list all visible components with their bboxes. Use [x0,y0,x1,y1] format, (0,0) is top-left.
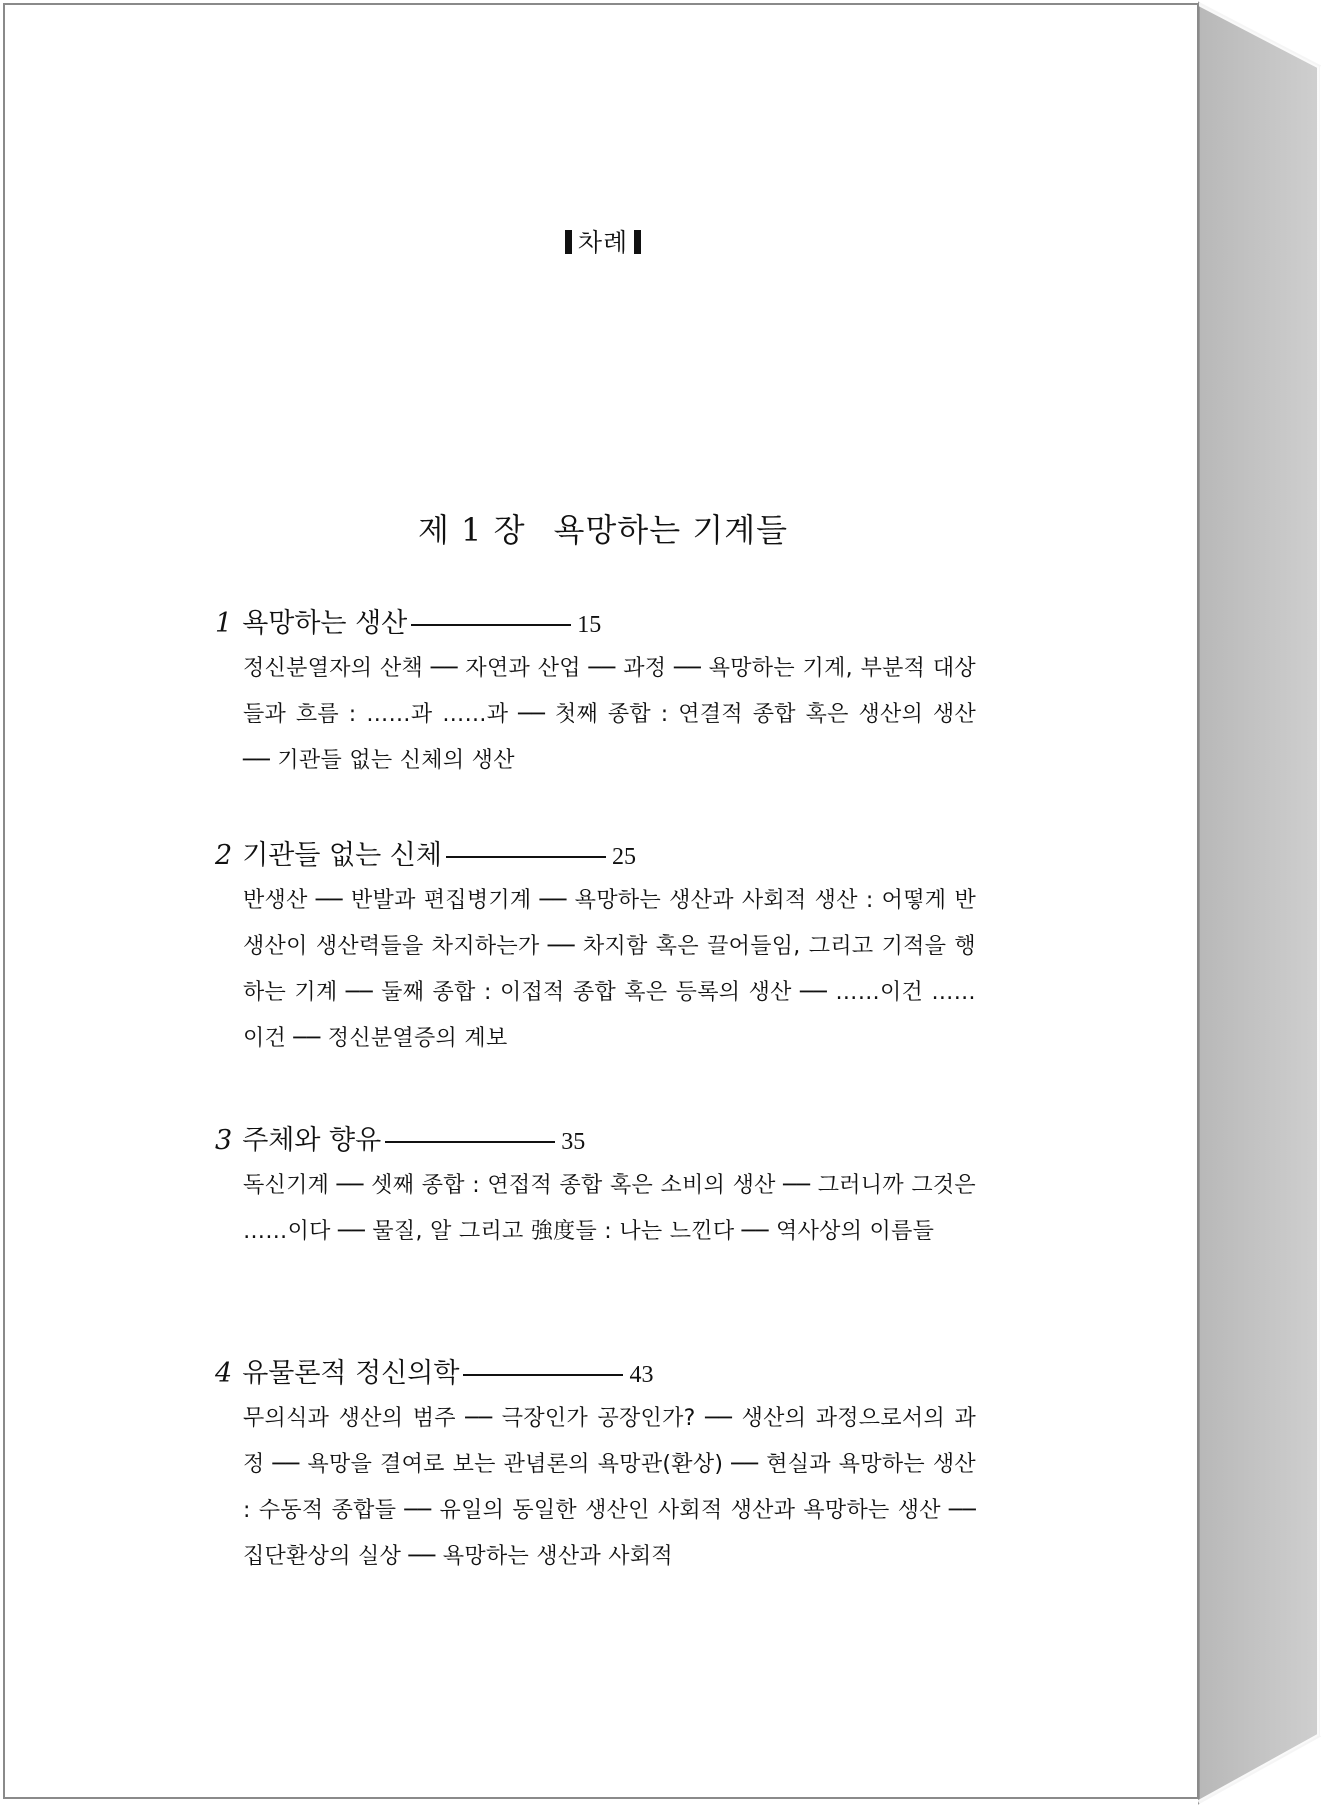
toc-heading [5,223,1201,259]
dot-leader [463,1374,623,1376]
section-title: 유물론적 정신의학 [242,1358,460,1389]
toc-section-3[interactable] [211,1119,981,1255]
heading-bar-left [565,230,572,254]
chapter-name: 욕망하는 기계들 [553,511,789,549]
dot-leader [411,624,571,626]
section-number: 2 [215,840,233,871]
chapter-number: 제 1 장 [417,511,526,549]
section-number: 3 [215,1125,233,1156]
section-heading [215,1119,981,1163]
section-title: 기관들 없는 신체 [242,840,442,871]
section-summary: 독신기계 ── 셋째 종합 : 연접적 종합 혹은 소비의 생산 ── 그러니까 그것은 ……이다 ── 물질, 알 그리고 強度들 : 나는 느낀다 ── 역사상의 이름들 [243,1173,976,1244]
toc-section-1[interactable] [211,602,981,784]
section-page-number: 25 [611,844,636,870]
section-heading [215,834,981,878]
section-page-number: 43 [629,1362,654,1388]
toc-heading-text: 차례 [577,228,629,257]
section-title: 욕망하는 생산 [242,608,408,639]
toc-section-2[interactable] [211,834,981,1062]
section-summary: 정신분열자의 산책 ── 자연과 산업 ── 과정 ── 욕망하는 기계, 부분적 대상들과 흐름 : ……과 ……과 ── 첫째 종합 : 연결적 종합 혹은 생산의 생산 ── 기관들 없는 신체의 생산 [243,656,976,773]
heading-bar-right [634,230,641,254]
toc-section-4[interactable] [211,1352,981,1580]
page [3,3,1199,1799]
section-summary: 무의식과 생산의 범주 ── 극장인가 공장인가? ── 생산의 과정으로서의 과정 ── 욕망을 결여로 보는 관념론의 욕망관(환상) ── 현실과 욕망하는 생산 : 수동적 종합들 ── 유일의 동일한 생산인 사회적 생산과 욕망하는 생산 ── 집단환상의 실상 ── 욕망하는 생산과 사회적 [243,1406,976,1569]
section-number: 4 [215,1358,233,1389]
section-number: 1 [215,608,233,639]
section-page-number: 35 [561,1129,586,1155]
section-heading [215,1352,981,1396]
section-page-number: 15 [577,612,602,638]
dot-leader [446,856,606,858]
chapter-title [5,505,1201,551]
section-title: 주체와 향유 [242,1125,382,1156]
section-summary: 반생산 ── 반발과 편집병기계 ── 욕망하는 생산과 사회적 생산 : 어떻게 반생산이 생산력들을 차지하는가 ── 차지함 혹은 끌어들임, 그리고 기적을 행하는 기계 ── 둘째 종합 : 이접적 종합 혹은 등록의 생산 ── ……이건 ……이건 ── 정신분열증의 계보 [243,888,976,1051]
dot-leader [385,1141,555,1143]
section-heading [215,602,981,646]
